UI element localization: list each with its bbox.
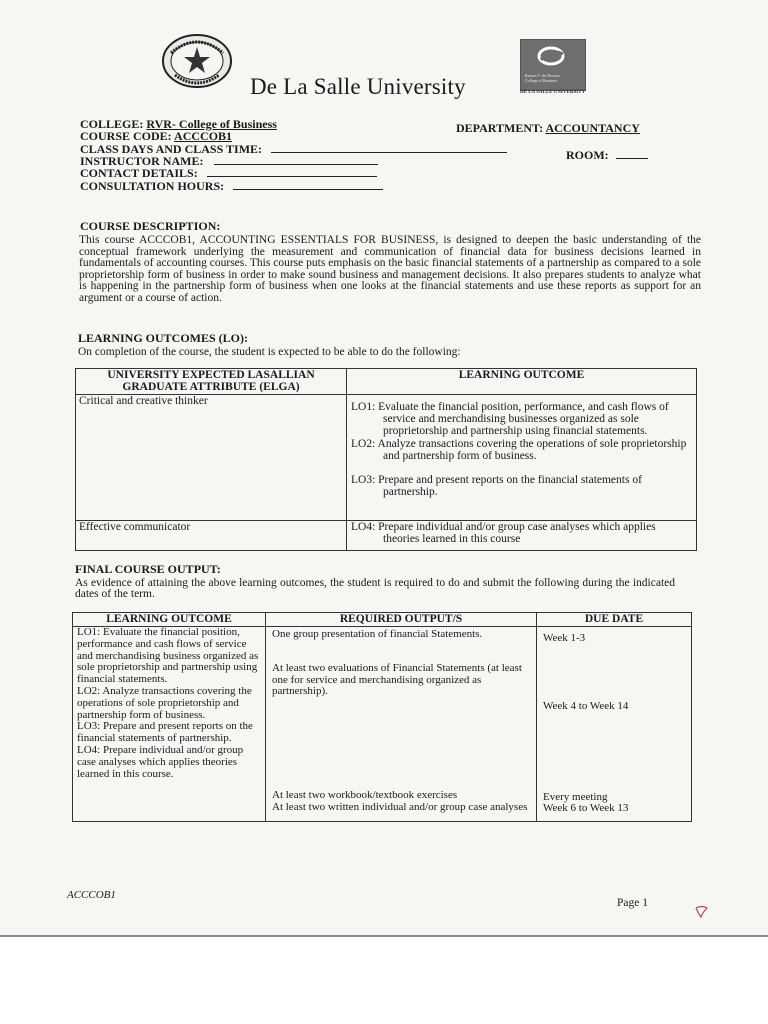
course-code-line: COURSE CODE: ACCCOB1 xyxy=(80,129,233,143)
fo-due4: Week 6 to Week 13 xyxy=(543,802,629,815)
rvr-logo xyxy=(520,39,586,91)
university-seal-icon xyxy=(161,33,233,89)
fo-out3: At least two workbook/textbook exercises xyxy=(272,789,458,802)
final-output-intro: As evidence of attaining the above learning outcomes, the student is required to do and submit the following during the indicated dates of the term. xyxy=(75,577,675,600)
college-line: COLLEGE: RVR- College of Business xyxy=(80,117,277,131)
room-field[interactable] xyxy=(616,149,648,159)
page-number: Page 1 xyxy=(617,897,648,909)
lo3-item: LO3: Prepare and present reports on the financial statements of partnership. xyxy=(351,474,642,499)
contact-line: CONTACT DETAILS: xyxy=(80,167,377,180)
course-description-title: COURSE DESCRIPTION: xyxy=(80,219,221,233)
lo1-item: LO1: Evaluate the financial position, performance, and cash flows of service and merchandising businesses organized as sole proprietorship and partnership using financial statements. xyxy=(351,401,669,438)
fo-due-header: DUE DATE xyxy=(537,613,692,627)
fo-output-header: REQUIRED OUTPUT/S xyxy=(266,613,537,627)
fo-lo2: LO2: Analyze transactions covering the operations of sole proprietorship and partnership form of business. xyxy=(77,684,252,721)
instructor-line: INSTRUCTOR NAME: xyxy=(80,155,378,168)
fo-out4: At least two written individual and/or group case analyses xyxy=(272,800,528,813)
college-value: RVR- College of Business xyxy=(146,117,277,131)
consultation-field[interactable] xyxy=(233,180,383,190)
fo-output-cell xyxy=(266,627,537,822)
learning-outcomes-title: LEARNING OUTCOMES (LO): xyxy=(78,331,249,345)
lo-row-1 xyxy=(347,395,697,521)
course-code-value: ACCCOB1 xyxy=(174,129,233,143)
elga-table xyxy=(75,368,697,551)
fo-due-cell xyxy=(537,627,692,822)
elga-critical-thinker: Critical and creative thinker xyxy=(79,395,208,407)
fo-out1: One group presentation of financial Statements. xyxy=(272,628,483,640)
learning-outcome-header: LEARNING OUTCOME xyxy=(347,369,697,395)
footer-course-code: ACCCOB1 xyxy=(67,889,116,901)
elga-effective-communicator: Effective communicator xyxy=(79,521,191,533)
elga-row-2 xyxy=(76,521,347,551)
university-title: De La Salle University xyxy=(250,74,466,99)
class-days-field[interactable] xyxy=(271,143,507,153)
learning-outcomes-intro: On completion of the course, the student is expected to be able to do the following: xyxy=(78,346,461,358)
fo-lo-cell xyxy=(73,627,266,822)
lo4-item: LO4: Prepare individual and/or group case analyses which applies theories learned in this course xyxy=(351,521,656,546)
fo-due1: Week 1-3 xyxy=(543,632,586,644)
consultation-line: CONSULTATION HOURS: xyxy=(80,180,383,193)
handwritten-check-icon xyxy=(693,903,711,921)
elga-row-1 xyxy=(76,395,347,521)
room-line: ROOM: xyxy=(566,149,648,162)
rvr-logo-text: Ramon V. del Rosario College of Business xyxy=(525,73,561,83)
final-output-title: FINAL COURSE OUTPUT: xyxy=(75,562,221,576)
rvr-logo-caption: DE LA SALLE UNIVERSITY xyxy=(520,90,586,95)
elga-header: UNIVERSITY EXPECTED LASALLIAN GRADUATE ATTRIBUTE (ELGA) xyxy=(76,369,347,395)
fo-lo1: LO1: Evaluate the financial position, performance and cash flows of service and merchandising business organized as sole proprietorship and partnership using financial statements. xyxy=(77,626,259,686)
department-value: ACCOUNTANCY xyxy=(545,121,640,135)
final-output-table xyxy=(72,612,692,822)
fo-lo3: LO3: Prepare and present reports on the financial statements of partnership. xyxy=(77,720,253,745)
fo-lo-header: LEARNING OUTCOME xyxy=(73,613,266,627)
fo-out2: At least two evaluations of Financial Statements (at least one for service and merchandising organized as partnership). xyxy=(272,661,522,698)
department-line: DEPARTMENT: ACCOUNTANCY xyxy=(456,121,640,135)
class-days-line: CLASS DAYS AND CLASS TIME: xyxy=(80,143,507,156)
contact-field[interactable] xyxy=(207,167,377,177)
fo-due3: Every meeting xyxy=(543,790,608,803)
fo-due2: Week 4 to Week 14 xyxy=(543,699,629,712)
lo-row-2 xyxy=(347,521,697,551)
lo2-item: LO2: Analyze transactions covering the operations of sole proprietorship and partnership form of business. xyxy=(351,437,687,462)
fo-lo4: LO4: Prepare individual and/or group case analyses which applies theories learned in this course. xyxy=(77,743,244,780)
course-description-text: This course ACCCOB1, ACCOUNTING ESSENTIALS FOR BUSINESS, is designed to deepen the basic understanding of the conceptual framework underlying the measurement and communication of financial data for business decisions learned in fundamentals of accounting courses. This course puts emphasis on the basic financial statements of a partnership as compared to a sole proprietorship form of business in order to make sound business and management decisions. It also prepares students to analyze what is happening in the partnership form of business when one looks at the financial statements and use these reports as support for an argument or a course of action. xyxy=(79,234,701,304)
instructor-field[interactable] xyxy=(214,155,378,165)
